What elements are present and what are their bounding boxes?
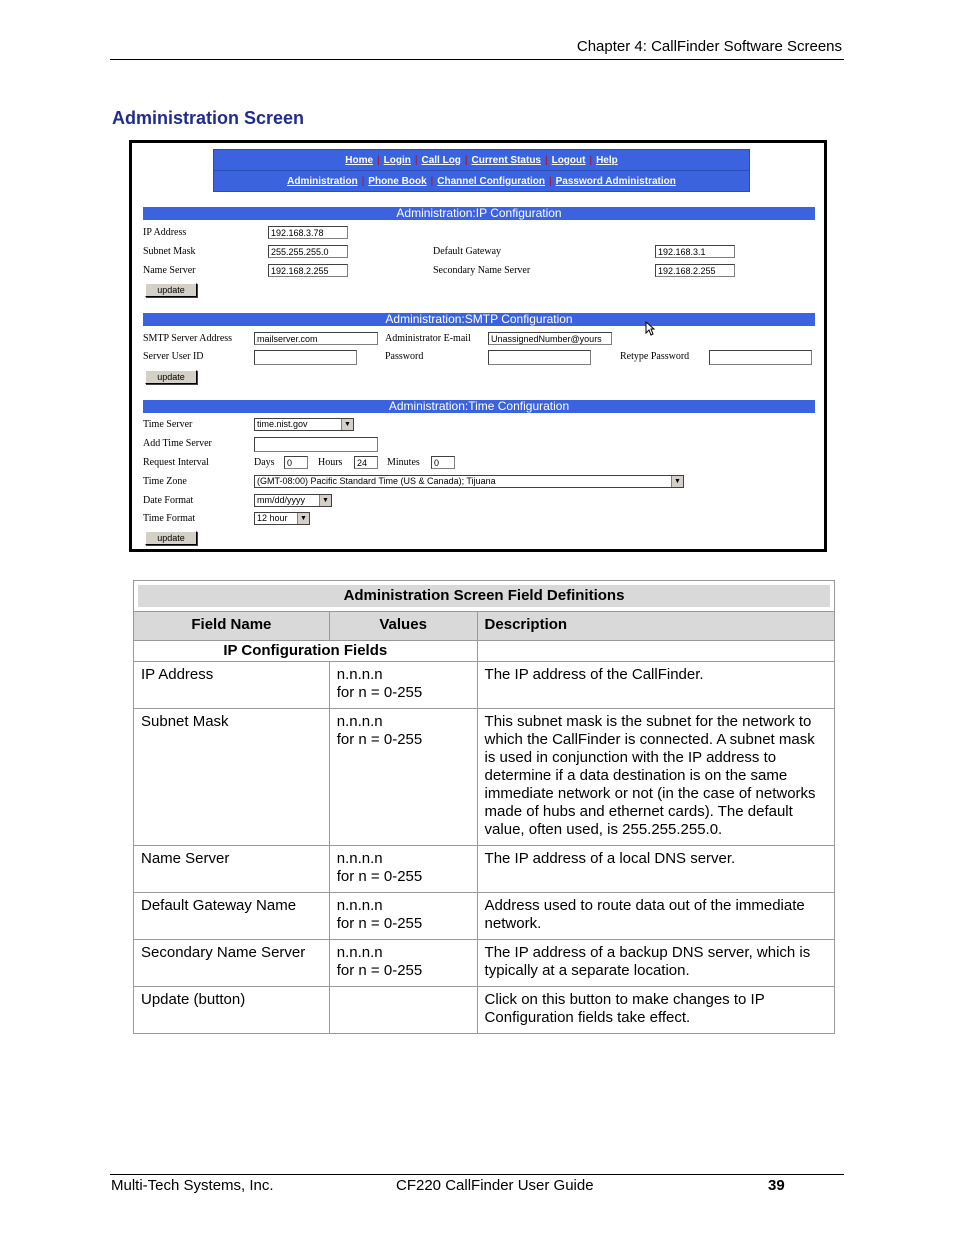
chevron-down-icon[interactable]: ▼	[297, 513, 309, 524]
chevron-down-icon[interactable]: ▼	[319, 495, 331, 506]
nav-current-status[interactable]: Current Status	[471, 154, 541, 166]
nav-channel-config[interactable]: Channel Configuration	[437, 175, 546, 187]
chevron-down-icon[interactable]: ▼	[341, 419, 353, 430]
section-title: Administration Screen	[112, 108, 305, 128]
column-header-values: Values	[329, 612, 477, 641]
nav-call-log[interactable]: Call Log	[421, 154, 461, 166]
field-name-cell: Name Server	[134, 846, 330, 893]
hours-label: Hours	[318, 457, 343, 468]
smtp-server-input[interactable]: mailserver.com	[254, 332, 378, 345]
nav-administration[interactable]: Administration	[287, 175, 358, 187]
column-header-description: Description	[477, 612, 834, 641]
server-user-id-input[interactable]	[254, 350, 357, 365]
smtp-update-button[interactable]: update	[145, 370, 197, 384]
table-row	[134, 893, 835, 940]
nav-help[interactable]: Help	[596, 154, 618, 166]
nav-phone-book[interactable]: Phone Book	[368, 175, 427, 187]
smtp-server-label: SMTP Server Address	[143, 333, 233, 344]
date-format-select[interactable]	[254, 494, 332, 507]
add-time-server-input[interactable]	[254, 437, 378, 452]
time-format-label: Time Format	[143, 513, 196, 524]
chevron-down-icon[interactable]: ▼	[671, 476, 683, 487]
default-gateway-label: Default Gateway	[433, 246, 502, 257]
hours-input[interactable]: 24	[354, 456, 378, 469]
time-zone-select[interactable]	[254, 475, 684, 488]
description-cell: The IP address of a backup DNS server, which is typically at a separate location.	[477, 940, 834, 987]
description-cell: The IP address of a local DNS server.	[477, 846, 834, 893]
minutes-input[interactable]: 0	[431, 456, 455, 469]
minutes-label: Minutes	[387, 457, 420, 468]
secondary-ns-label: Secondary Name Server	[433, 265, 531, 276]
values-cell: n.n.n.n for n = 0-255	[329, 662, 477, 709]
footer-company: Multi-Tech Systems, Inc.	[111, 1177, 274, 1194]
table-subheading: IP Configuration Fields	[134, 641, 478, 662]
days-input[interactable]: 0	[284, 456, 308, 469]
ip-update-button[interactable]: update	[145, 283, 197, 297]
table-title: Administration Screen Field Definitions	[138, 585, 830, 607]
footer-guide-title: CF220 CallFinder User Guide	[396, 1177, 594, 1194]
password-input[interactable]	[488, 350, 591, 365]
time-update-button[interactable]: update	[145, 531, 197, 545]
ip-address-label: IP Address	[143, 227, 187, 238]
password-label: Password	[385, 351, 424, 362]
retype-password-input[interactable]	[709, 350, 812, 365]
field-name-cell: IP Address	[134, 662, 330, 709]
admin-email-label: Administrator E-mail	[385, 333, 471, 344]
secondary-ns-input[interactable]: 192.168.2.255	[655, 264, 735, 277]
time-server-value: time.nist.gov	[257, 419, 308, 429]
table-row	[134, 662, 835, 709]
nav-home[interactable]: Home	[345, 154, 374, 166]
request-interval-label: Request Interval	[143, 457, 209, 468]
nav-logout[interactable]: Logout	[551, 154, 586, 166]
table-row	[134, 846, 835, 893]
nav-password-admin[interactable]: Password Administration	[555, 175, 676, 187]
page-number: 39	[768, 1177, 785, 1194]
add-time-server-label: Add Time Server	[143, 438, 212, 449]
header-rule	[110, 59, 844, 60]
table-row	[134, 709, 835, 846]
field-name-cell: Update (button)	[134, 987, 330, 1034]
time-server-label: Time Server	[143, 419, 193, 430]
values-cell	[329, 987, 477, 1034]
time-format-value: 12 hour	[257, 513, 288, 523]
nav-login[interactable]: Login	[383, 154, 411, 166]
field-name-cell: Default Gateway Name	[134, 893, 330, 940]
table-title-cell	[134, 581, 835, 612]
time-zone-value: (GMT-08:00) Pacific Standard Time (US & Canada); Tijuana	[257, 476, 496, 486]
mouse-cursor-icon	[645, 321, 655, 336]
column-header-field-name: Field Name	[134, 612, 330, 641]
smtp-config-bar: Administration:SMTP Configuration	[143, 313, 815, 326]
name-server-label: Name Server	[143, 265, 196, 276]
description-cell: This subnet mask is the subnet for the network to which the CallFinder is connected. A subnet mask is used in conjunction with the IP address to determine if a data destination is on the same immediate network or not (in the case of networks made of hubs and ethernet cards). The default value, often used, is 255.255.255.0.	[477, 709, 834, 846]
retype-password-label: Retype Password	[620, 351, 690, 362]
nav-top: Home | Login | Call Log | Current Status | Logout | Help	[213, 149, 750, 171]
page-header: Chapter 4: CallFinder Software Screens	[576, 38, 842, 55]
ip-address-input[interactable]: 192.168.3.78	[268, 226, 348, 239]
admin-screenshot	[129, 140, 827, 552]
admin-email-input[interactable]: UnassignedNumber@yours	[488, 332, 612, 345]
description-cell: Address used to route data out of the immediate network.	[477, 893, 834, 940]
field-definitions-table	[133, 580, 835, 1034]
ip-config-bar: Administration:IP Configuration	[143, 207, 815, 220]
time-zone-label: Time Zone	[143, 476, 187, 487]
values-cell: n.n.n.n for n = 0-255	[329, 893, 477, 940]
subnet-mask-label: Subnet Mask	[143, 246, 196, 257]
default-gateway-input[interactable]: 192.168.3.1	[655, 245, 735, 258]
nav-bottom: Administration | Phone Book | Channel Configuration | Password Administration	[213, 170, 750, 192]
values-cell: n.n.n.n for n = 0-255	[329, 709, 477, 846]
field-name-cell: Subnet Mask	[134, 709, 330, 846]
values-cell: n.n.n.n for n = 0-255	[329, 846, 477, 893]
time-server-select[interactable]	[254, 418, 354, 431]
time-format-select[interactable]	[254, 512, 310, 525]
server-user-id-label: Server User ID	[143, 351, 204, 362]
time-config-bar: Administration:Time Configuration	[143, 400, 815, 413]
days-label: Days	[254, 457, 275, 468]
description-cell: Click on this button to make changes to IP Configuration fields take effect.	[477, 987, 834, 1034]
subnet-mask-input[interactable]: 255.255.255.0	[268, 245, 348, 258]
date-format-value: mm/dd/yyyy	[257, 495, 306, 505]
field-name-cell: Secondary Name Server	[134, 940, 330, 987]
values-cell: n.n.n.n for n = 0-255	[329, 940, 477, 987]
description-cell: The IP address of the CallFinder.	[477, 662, 834, 709]
table-row	[134, 940, 835, 987]
name-server-input[interactable]: 192.168.2.255	[268, 264, 348, 277]
date-format-label: Date Format	[143, 495, 194, 506]
table-row	[134, 987, 835, 1034]
footer-rule	[110, 1174, 844, 1175]
